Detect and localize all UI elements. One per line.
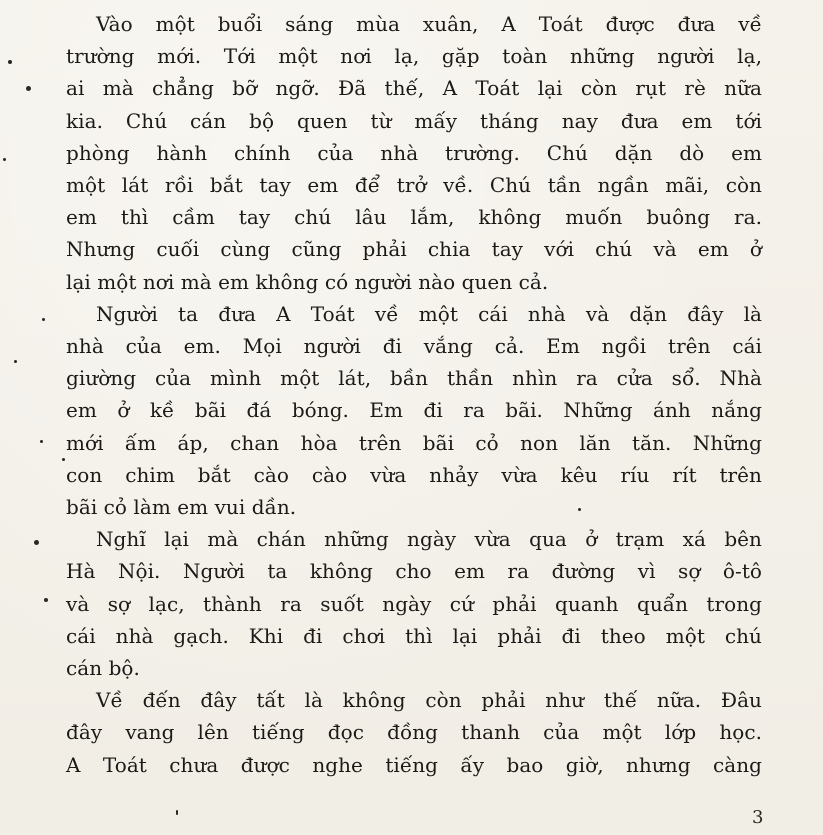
text-line: A Toát chưa được nghe tiếng ấy bao giờ, nhưng càng xyxy=(66,752,762,777)
scan-speck xyxy=(176,810,178,815)
text-line: cái nhà gạch. Khi đi chơi thì lại phải đi theo một chú xyxy=(66,623,762,648)
text-line: đây vang lên tiếng đọc đồng thanh của một lớp học. xyxy=(66,720,762,745)
text-line: trường mới. Tới một nơi lạ, gặp toàn những người lạ, xyxy=(66,44,762,69)
text-line: Người ta đưa A Toát về một cái nhà và dặn đây là xyxy=(96,301,762,326)
scan-speck xyxy=(3,158,6,161)
body-text xyxy=(66,8,762,781)
text-line: một lát rồi bắt tay em để trở về. Chú tần ngần mãi, còn xyxy=(66,173,762,198)
text-line: em thì cầm tay chú lâu lắm, không muốn buông ra. xyxy=(66,205,762,230)
text-line: con chim bắt cào cào vừa nhảy vừa kêu ríu rít trên xyxy=(66,462,762,487)
text-line: phòng hành chính của nhà trường. Chú dặn dò em xyxy=(66,140,762,165)
page-number: 3 xyxy=(752,807,764,828)
text-line: kia. Chú cán bộ quen từ mấy tháng nay đưa em tới xyxy=(66,108,762,133)
scan-speck xyxy=(578,508,581,511)
scan-speck xyxy=(42,318,45,321)
scan-speck xyxy=(14,360,17,363)
text-line: ai mà chẳng bỡ ngỡ. Đã thế, A Toát lại còn rụt rè nữa xyxy=(66,76,762,101)
text-line: và sợ lạc, thành ra suốt ngày cứ phải quanh quẩn trong xyxy=(66,591,762,616)
text-line: Về đến đây tất là không còn phải như thế nữa. Đâu xyxy=(96,688,762,713)
text-line: Nhưng cuối cùng cũng phải chia tay với chú và em ở xyxy=(66,237,762,262)
text-line: em ở kề bãi đá bóng. Em đi ra bãi. Những ánh nắng xyxy=(66,398,762,423)
text-line: giường của mình một lát, bần thần nhìn ra cửa sổ. Nhà xyxy=(66,366,762,391)
text-line: Hà Nội. Người ta không cho em ra đường vì sợ ô-tô xyxy=(66,559,762,584)
scan-speck xyxy=(40,440,43,443)
text-line: bãi cỏ làm em vui dần. xyxy=(66,495,297,520)
scan-speck xyxy=(44,598,48,602)
scan-speck xyxy=(8,60,12,64)
scan-speck xyxy=(62,458,65,461)
text-line: Nghĩ lại mà chán những ngày vừa qua ở trạm xá bên xyxy=(96,527,762,552)
text-line: cán bộ. xyxy=(66,656,140,681)
text-line: nhà của em. Mọi người đi vắng cả. Em ngồi trên cái xyxy=(66,334,762,359)
scan-speck xyxy=(34,540,39,545)
text-line: mới ấm áp, chan hòa trên bãi cỏ non lăn tăn. Những xyxy=(66,430,762,455)
text-line: Vào một buổi sáng mùa xuân, A Toát được đưa về xyxy=(96,12,762,36)
scan-speck xyxy=(26,86,31,91)
text-line: lại một nơi mà em không có người nào quen cả. xyxy=(66,269,549,294)
